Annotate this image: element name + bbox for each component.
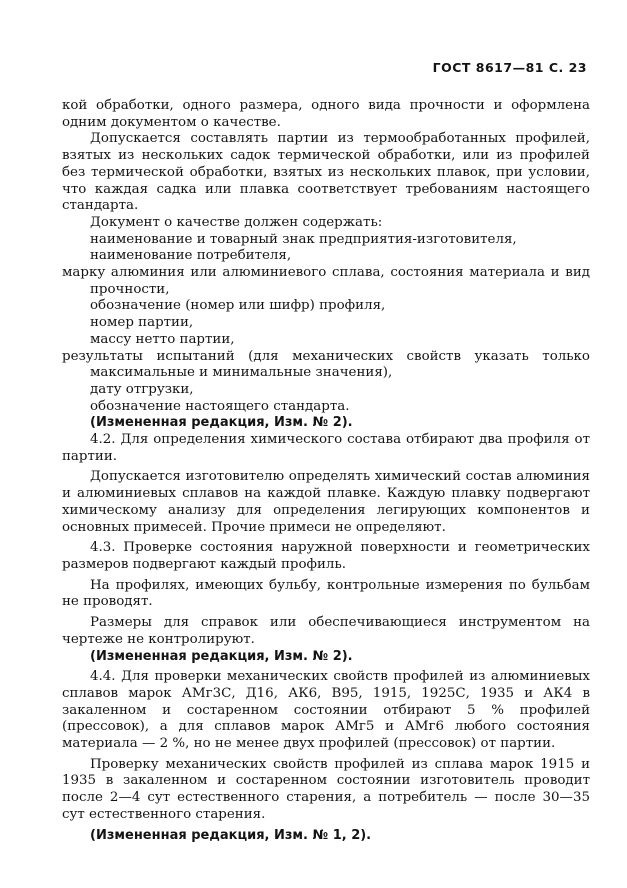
paragraph: Документ о качестве должен содержать: — [90, 214, 383, 230]
paragraph: 4.2. Для определения химического состава отбирают два профиля от партии. — [62, 432, 590, 464]
amendment-note: (Измененная редакция, Изм. № 2). — [90, 648, 353, 664]
paragraph: кой обработки, одного размера, одного вида прочности и оформлена одним документом о качестве. — [62, 98, 590, 130]
paragraph: На профилях, имеющих бульбу, контрольные измерения по бульбам не проводят. — [62, 577, 590, 610]
paragraph: Проверку механических свойств профилей из сплава марок 1915 и 1935 в закаленном и состаренном состоянии изготовитель проводит после 2—4 сут естественного старения, а потребитель — после 30—35 сут естественного старения. — [62, 756, 590, 822]
paragraph: марку алюминия или алюминиевого сплава, состояния материала и вид прочности, — [62, 265, 590, 297]
paragraph: номер партии, — [90, 315, 194, 331]
paragraph: Допускается изготовителю определять химический состав алюминия и алюминиевых сплавов на каждой плавке. Каждую плавку подвергают химическому анализу для определения легирующих компонентов и основных примесей. Прочие примеси не определяют. — [62, 469, 590, 535]
paragraph: массу нетто партии, — [90, 331, 235, 347]
paragraph: наименование и товарный знак предприятия-изготовителя, — [90, 231, 517, 247]
amendment-note: (Измененная редакция, Изм. № 2). — [90, 415, 353, 431]
paragraph: результаты испытаний (для механических свойств указать только максимальные и минимальные значения), — [62, 348, 590, 381]
paragraph: Допускается составлять партии из термообработанных профилей, взятых из нескольких садок термической обработки, или из профилей без термической обработки, взятых из нескольких плавок, при условии, что каждая садка или плавка соответствует требованиям настоящего стандарта. — [62, 131, 590, 214]
paragraph: дату отгрузки, — [90, 381, 194, 397]
document-body — [62, 98, 590, 844]
paragraph: 4.3. Проверке состояния наружной поверхности и геометрических размеров подвергают каждый профиль. — [62, 540, 590, 572]
page-header: ГОСТ 8617—81 С. 23 — [432, 60, 587, 75]
paragraph: наименование потребителя, — [90, 248, 292, 264]
paragraph: обозначение настоящего стандарта. — [90, 398, 350, 414]
amendment-note: (Измененная редакция, Изм. № 1, 2). — [90, 827, 372, 843]
paragraph: Размеры для справок или обеспечивающиеся инструментом на чертеже не контролируют. — [62, 615, 590, 647]
paragraph: 4.4. Для проверки механических свойств профилей из алюминиевых сплавов марок АМг3С, Д16, АК6, В95, 1915, 1925С, 1935 и АК4 в закаленном и состаренном состоянии отбирают 5 % профилей (прессовок), а для сплавов марок АМг5 и АМг6 любого состояния материала — 2 %, но не менее двух профилей (прессовок) от партии. — [62, 669, 590, 752]
paragraph: обозначение (номер или шифр) профиля, — [90, 298, 386, 314]
